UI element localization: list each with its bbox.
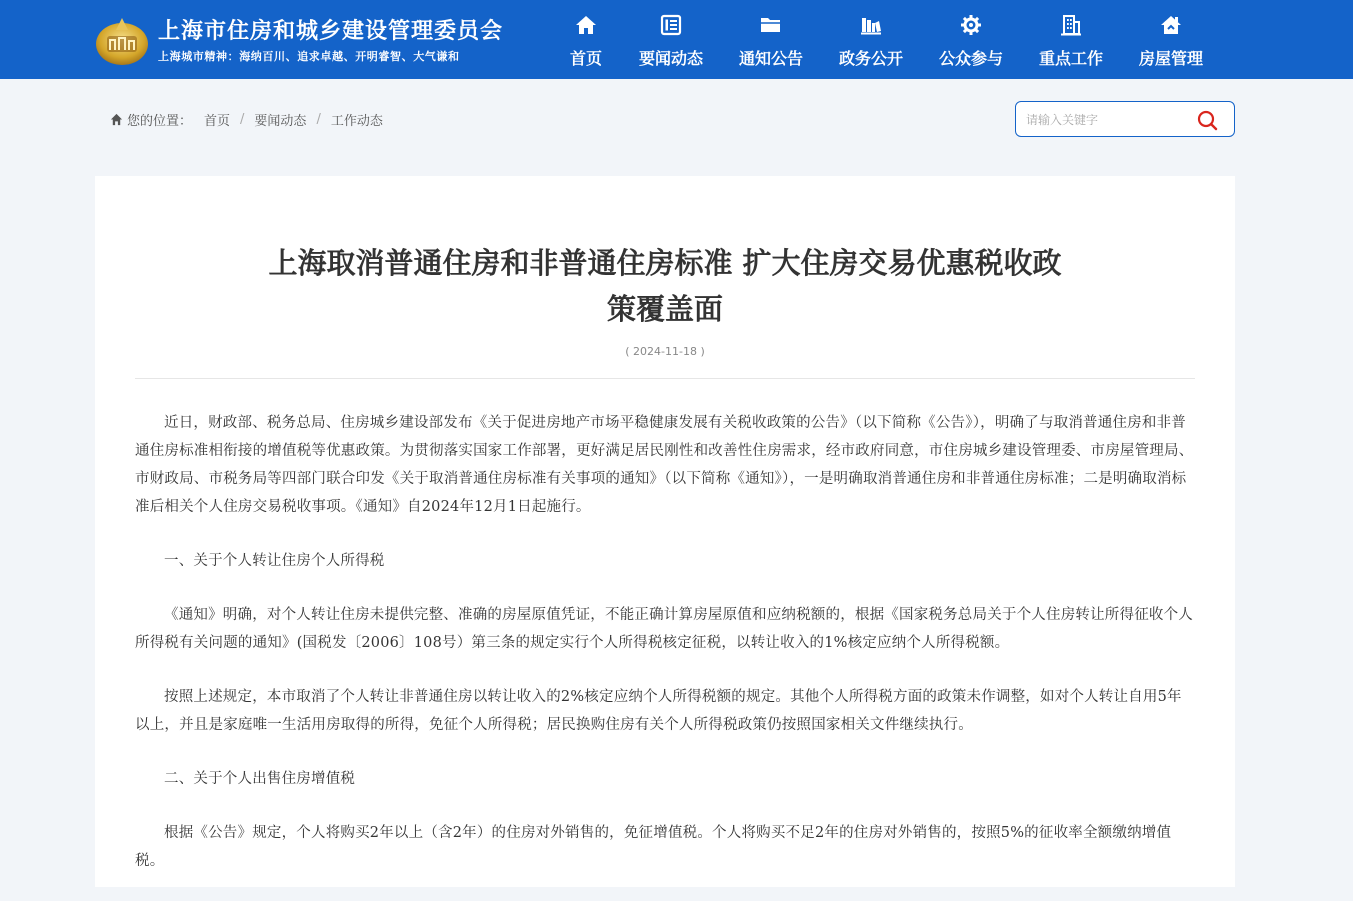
article-container <box>95 176 1235 887</box>
search-icon[interactable] <box>1196 109 1218 131</box>
article-title-line: 策覆盖面 <box>606 292 723 326</box>
divider <box>135 378 1195 379</box>
article-paragraph: 按照上述规定，本市取消了个人转让非普通住房以转让收入的2%核定应纳个人所得税额的规定。其他个人所得税方面的政策未作调整，如对个人转让自用5年以上，并且是家庭唯一生活用房取得的所得，免征个人所得税；居民换购住房有关个人所得税政策仍按照国家相关文件继续执行。 <box>135 689 1182 733</box>
article-paragraph: 根据《公告》规定，个人将购买2年以上（含2年）的住房对外销售的，免征增值税。个人将购买不足2年的住房对外销售的，按照5%的征收率全额缴纳增值税。 <box>135 825 1172 869</box>
search-box <box>1015 101 1235 137</box>
gear-icon <box>960 14 982 36</box>
books-icon <box>860 14 882 36</box>
nav-label: 首页 <box>569 49 602 68</box>
news-icon <box>660 14 682 36</box>
site-title[interactable]: 上海市住房和城乡建设管理委员会 <box>158 19 504 44</box>
article-title <box>215 240 1115 332</box>
article-paragraph: 近日，财政部、税务总局、住房城乡建设部发布《关于促进房地产市场平稳健康发展有关税收政策的公告》（以下简称《公告》），明确了与取消普通住房和非普通住房标准相衔接的增值税等优惠政策。为贯彻落实国家工作部署，更好满足居民刚性和改善性住房需求，经市政府同意，市住房城乡建设管理委、市房屋管理局、市财政局、市税务局等四部门联合印发《关于取消普通住房标准有关事项的通知》（以下简称《通知》），一是明确取消普通住房和非普通住房标准；二是明确取消标准后相关个人住房交易税收事项。《通知》自2024年12月1日起施行。 <box>135 415 1194 515</box>
site-header <box>0 0 1353 79</box>
nav-label: 房屋管理 <box>1138 49 1203 68</box>
breadcrumb-item-home[interactable]: 首页 <box>204 113 231 129</box>
article-section-heading: 二、关于个人出售住房增值税 <box>164 771 356 787</box>
building-icon <box>1060 14 1082 36</box>
breadcrumb-item-work-updates[interactable]: 工作动态 <box>330 113 383 129</box>
breadcrumb-separator: / <box>240 111 245 127</box>
article-section-heading: 一、关于个人转让住房个人所得税 <box>164 553 385 569</box>
nav-item-news[interactable] <box>631 0 711 79</box>
nav-item-gov-affairs[interactable] <box>831 0 911 79</box>
emblem-logo-icon[interactable] <box>95 14 149 66</box>
folder-icon <box>760 14 782 36</box>
nav-item-public-participation[interactable] <box>931 0 1011 79</box>
breadcrumb-separator: / <box>316 111 321 127</box>
nav-label: 公众参与 <box>938 49 1003 68</box>
article-date: ( 2024-11-18 ) <box>625 345 705 358</box>
nav-item-housing-management[interactable] <box>1131 0 1211 79</box>
nav-label: 政务公开 <box>838 49 903 68</box>
article-body <box>135 409 1195 901</box>
breadcrumb-prefix: 您的位置： <box>127 113 193 129</box>
home-icon <box>110 113 123 126</box>
breadcrumb-item-news[interactable]: 要闻动态 <box>254 113 307 129</box>
search-input[interactable] <box>1026 110 1191 130</box>
breadcrumb <box>110 109 383 129</box>
home-icon <box>575 14 597 36</box>
nav-item-key-work[interactable] <box>1031 0 1111 79</box>
nav-item-notices[interactable] <box>731 0 811 79</box>
nav-item-home[interactable] <box>546 0 626 79</box>
article-paragraph: 《通知》明确，对个人转让住房未提供完整、准确的房屋原值凭证，不能正确计算房屋原值和应纳税额的，根据《国家税务总局关于个人住房转让所得征收个人所得税有关问题的通知》(国税发〔2006〕108号）第三条的规定实行个人所得税核定征税，以转让收入的1%核定应纳个人所得税额。 <box>135 607 1193 651</box>
site-motto: 上海城市精神：海纳百川、追求卓越、开明睿智、大气谦和 <box>158 50 460 63</box>
house-icon <box>1160 14 1182 36</box>
nav-label: 要闻动态 <box>638 49 703 68</box>
nav-label: 重点工作 <box>1038 49 1103 68</box>
nav-label: 通知公告 <box>738 49 803 68</box>
article-title-line: 上海取消普通住房和非普通住房标准 扩大住房交易优惠税收政 <box>268 246 1062 280</box>
